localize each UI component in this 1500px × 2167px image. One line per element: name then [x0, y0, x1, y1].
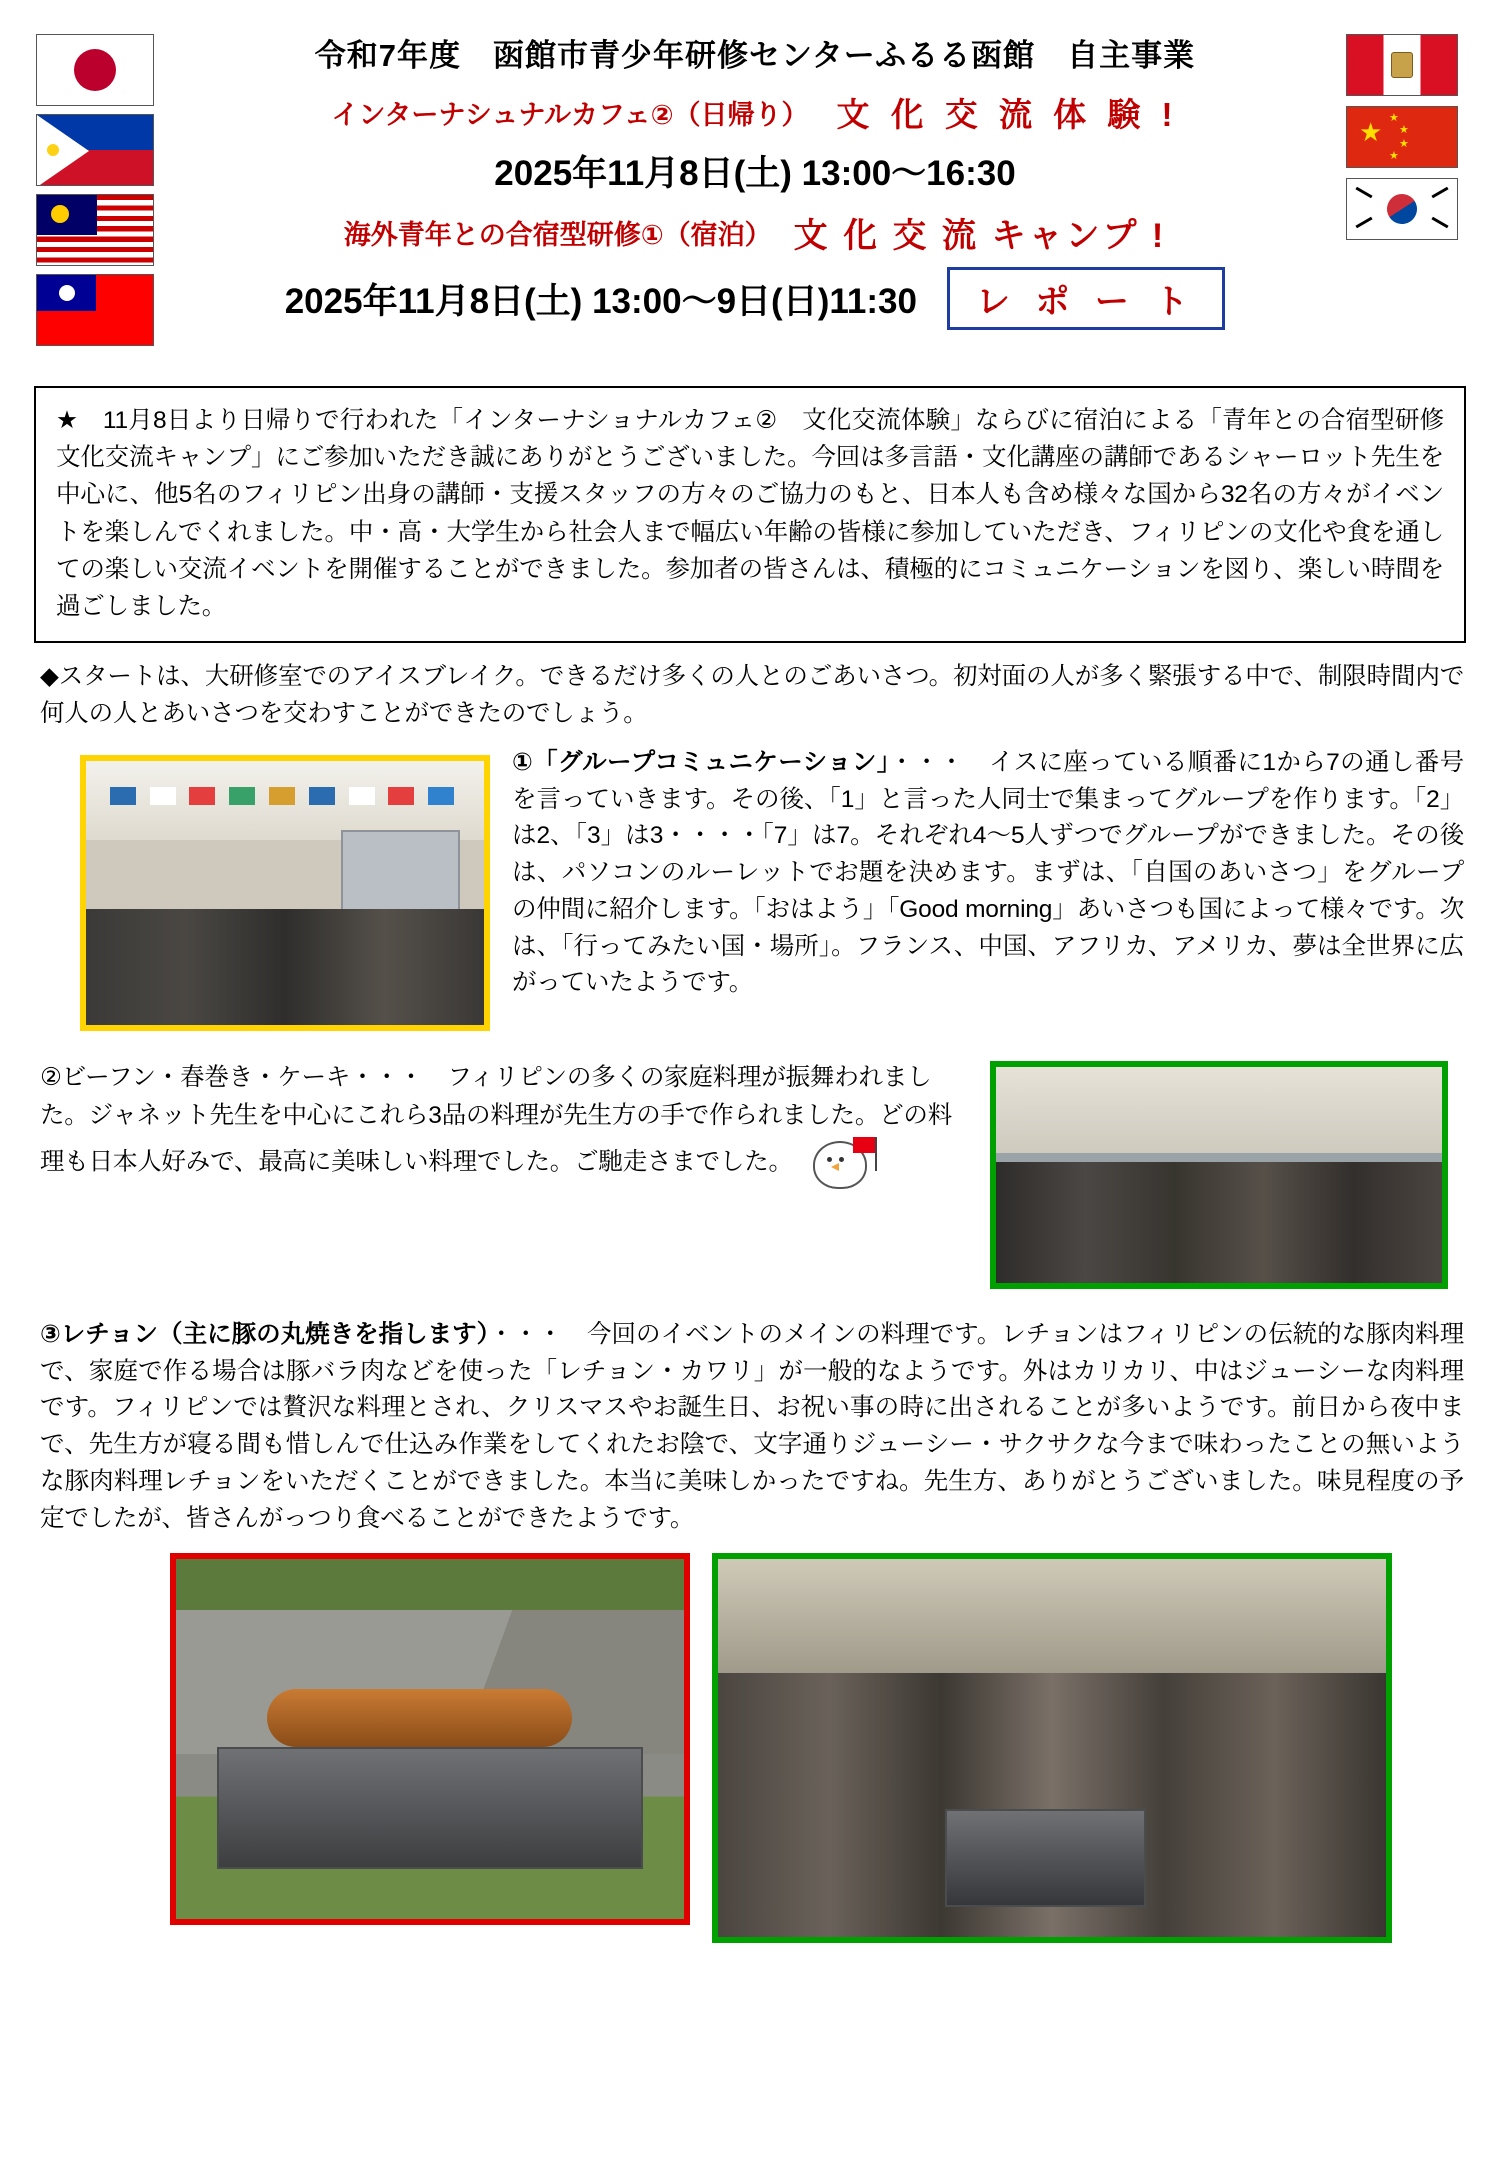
intro-box: [34, 386, 1469, 643]
cultural-exchange-title: 文 化 交 流 体 験 !: [836, 96, 1179, 133]
camp-program-label: 海外青年との合宿型研修①（宿泊）: [343, 220, 772, 250]
date-line-2: 2025年11月8日(土) 13:00〜9日(日)11:30: [284, 281, 917, 321]
section-1-heading: ①「グループコミュニケーション」: [512, 748, 890, 776]
japan-flag: [36, 34, 154, 106]
flags-left-column: [36, 34, 186, 346]
section-3-text: [40, 1317, 1464, 1538]
section-3-heading: ③レチョン（主に豚の丸焼きを指します）: [40, 1320, 489, 1348]
date-and-report-row: [186, 267, 1324, 330]
intro-text: ★ 11月8日より日帰りで行われた「インターナショナルカフェ② 文化交流体験」ならびに宿泊による「青年との合宿型研修 文化交流キャンプ」にご参加いただき誠にありがとうございました。今回は多言語・文化講座の講師であるシャーロット先生を中心に、他5名のフィリピン出身の講師・支援スタッフの方々のご協力のもと、日本人も含め様々な国から32名の方々がイベントを楽しんでくれました。中・高・大学生から社会人まで幅広い年齢の皆様に参加していただき、フィリピンの文化や食を通しての楽しい交流イベントを開催することができました。参加者の皆さんは、積極的にコミュニケーションを図り、楽しい時間を過ごしました。: [56, 407, 1469, 621]
china-flag: ★ ★ ★ ★ ★: [1346, 106, 1458, 168]
bottom-photo-row: [40, 1553, 1464, 1943]
event-org-title: 令和7年度 函館市青少年研修センターふるる函館 自主事業: [314, 38, 1196, 73]
cultural-camp-title: 文 化 交 流 キャンプ !: [793, 217, 1167, 255]
document-header: [26, 30, 1474, 376]
section-1: [40, 745, 1464, 1045]
section-2: [40, 1059, 1464, 1299]
section-2-body: ・・・ フィリピンの多くの家庭料理が振舞われました。ジャネット先生を中心にこれら3品の料理が先生方の手で作られました。どの料理も日本人好みで、最高に美味しい料理でした。ご馳走さまでした。: [40, 1063, 953, 1176]
icebreak-room-photo: [80, 755, 490, 1031]
cafe-program-label: インターナシュナルカフェ②（日帰り）: [331, 100, 809, 130]
title-block: [186, 30, 1324, 330]
peru-flag: [1346, 34, 1458, 96]
group-around-grill-photo: [712, 1553, 1392, 1943]
lechon-roasting-photo: [170, 1553, 690, 1925]
taiwan-flag: [36, 274, 154, 346]
section-3: [40, 1317, 1464, 1538]
flags-right-column: [1346, 34, 1466, 240]
subtitle-row-2: [186, 208, 1324, 257]
report-badge: レ ポ ー ト: [947, 267, 1225, 330]
section-1-body: ・・・ イスに座っている順番に1から7の通し番号を言っていきます。その後、「1」と言った人同士で集まってグループを作ります。「2」は2、「3」は3・・・・「7」は7。それぞれ4〜5人ずつでグループができました。その後は、パソコンのルーレットでお題を決めます。まずは、「自国のあいさつ」をグループの仲間に紹介します。「おはよう」「Good morning」あいさつも国によって様々です。次は、「行ってみたい国・場所」。フランス、中国、アフリカ、アメリカ、夢は全世界に広がっていたようです。: [512, 748, 1464, 997]
chick-mascot-icon: [809, 1135, 879, 1191]
section-3-body: ・・・ 今回のイベントのメインの料理です。レチョンはフィリピンの伝統的な豚肉料理で、家庭で作る場合は豚バラ肉などを使った「レチョン・カワリ」が一般的なようです。外はカリカリ、中はジューシーな肉料理です。フィリピンでは贅沢な料理とされ、クリスマスやお誕生日、お祝い事の時に出されることが多いようです。前日から夜中まで、先生方が寝る間も惜しんで仕込み作業をしてくれたお陰で、文字通りジューシー・サクサクな今まで味わったことの無いような豚肉料理レチョンをいただくことができました。本当に美味しかったですね。先生方、ありがとうございました。味見程度の予定でしたが、皆さんがっつり食べることができたようです。: [40, 1320, 1464, 1532]
subtitle-row-1: [186, 89, 1324, 136]
section-2-heading: ②ビーフン・春巻き・ケーキ: [40, 1063, 351, 1091]
malaysia-flag: [36, 194, 154, 266]
start-paragraph: ◆スタートは、大研修室でのアイスブレイク。できるだけ多くの人とのごあいさつ。初対面の人が多く緊張する中で、制限時間内で何人の人とあいさつを交わすことができたのでしょう。: [40, 663, 1464, 728]
date-line-1: 2025年11月8日(土) 13:00〜16:30: [494, 154, 1016, 193]
philippines-flag: [36, 114, 154, 186]
gym-activity-photo: [990, 1061, 1448, 1289]
south-korea-flag: [1346, 178, 1458, 240]
